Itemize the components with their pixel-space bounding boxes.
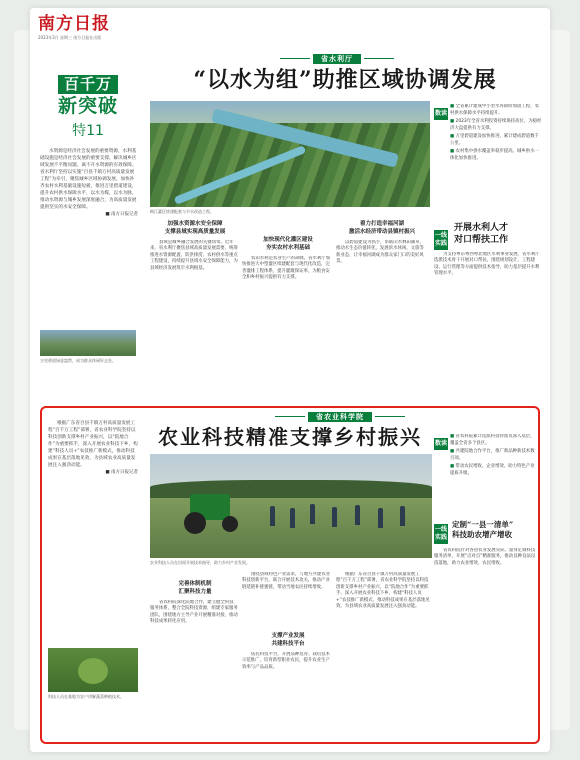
photo-irrigation	[150, 101, 430, 207]
practice-tag-agri: 一线实践	[434, 524, 448, 544]
masthead	[38, 14, 138, 64]
series-title: 百千万	[58, 75, 118, 94]
water-feature-title: 开展水利人才 对口帮扶工作	[454, 223, 509, 245]
series-number: 特11	[72, 123, 104, 139]
agri-body-4: 根据广东省百县千镇万村高质量发展工程“百千万工程”部署，省农业科学院坚持以科技创新支撑乡村产业振兴，以“院地合作”为重要抓手，深入开展农业科技下乡，构建“科技人员+”农技推广新模式，推动科技成果在基层落地见效，为县域农业高质量发展注入强劲动能。	[336, 572, 430, 610]
water-bullet-2: ■ 2023年全省水利投资持续保持高位，为稳经济大盘提供有力支撑。	[450, 119, 542, 132]
water-body-3: 以碧道建设为抓手，串联山水林田湖草，推动水生态价值转化，发展滨水休闲、文旅等新业态，让幸福河湖成为群众家门口的美好风景。	[336, 240, 425, 265]
series-subtitle: 新突破	[57, 95, 118, 117]
water-bullet-1: ■ 全省累计建成中小型水库除险加固工程，农村供水保障水平持续提升。	[450, 104, 542, 117]
water-subhead-1: 加强水资源水安全保障 支撑县域实现高质量发展	[164, 221, 226, 235]
photo-irrigation-caption: 梅江灌区续建配套与节水改造工程。	[150, 209, 214, 214]
left-photo	[40, 330, 136, 356]
section-label-water: 省水利厅	[313, 54, 361, 64]
headline-water: “以水为组”助推区域协调发展	[193, 67, 497, 93]
agri-body-2: 围绕县域特色产业需求，与地方共建农业科技创新平台，联合开展技术攻关，推动产业链延链补链强链，带动当地农民持续增收。	[242, 572, 331, 590]
left-photo-caption: 万里碧道绿意盎然，成为群众休闲好去处。	[40, 358, 116, 363]
water-subhead-2: 加快现代化灌区建设 夯实农村水利基础	[263, 237, 313, 251]
agri-feature-title: 定制“一县一清单” 科技助农增产增收	[452, 520, 514, 539]
headline-agri: 农业科技精准支撑乡村振兴	[158, 425, 422, 449]
agri-byline: ■ 南方日报记者	[105, 470, 138, 475]
water-bullet-4: ■ 农村集中供水覆盖率稳步提高，城乡供水一体化加快推进。	[450, 149, 542, 162]
agri-intro-text: 根据广东省百县千镇万村高质量发展工程“百千万工程”部署，省农业科学院坚持以科技创新支撑乡村产业振兴，以“院地合作”为重要抓手，深入开展农业科技下乡，构建“科技人员+”农技推广新模式，推动科技成果在基层落地见效，为县域农业高质量发展注入强劲动能。	[48, 421, 138, 468]
section-label-agri: 省农业科学院	[308, 412, 372, 422]
series-badge	[38, 74, 138, 140]
practice-tag-water: 一线实践	[434, 230, 448, 250]
agri-body-1: 省农科院深化院地合作，建立健全科技服务体系，整合全院科技资源，组建专家服务团队，围绕地方主导产业开展精准对接，推动科技成果转化应用。	[150, 600, 238, 625]
water-body-1: 县域是城乡融合发展的关键纽带。近年来，省水利厅聚焦县域高质量发展需要，统筹推进水资源配置、防洪排涝、农村供水等重点工程建设，持续提升县域水安全保障能力，为县域经济发展筑牢水利根基。	[150, 240, 238, 271]
data-tag-agri: 数读	[434, 438, 448, 450]
agri-subhead-2: 支撑产业发展 共建科技平台	[271, 633, 305, 647]
intro-column	[40, 148, 138, 326]
agri-intro-column	[48, 420, 138, 616]
water-bullets	[450, 104, 542, 208]
agri-bullet-2: ■ 共建院地合作平台，推广新品种新技术数百项。	[450, 449, 538, 462]
intro-text: 水资源是经济社会发展的重要资源，水利基础设施是经济社会发展的重要支撑。解决城乡区域发展不平衡问题，离不开水资源的有效保障。省水利厅坚持以实施“百县千镇万村高质量发展工程”为牵引，聚焦城乡区域协调发展，加快补齐农村水利基础设施短板，推进万里碧道建设，提升农村供水保障水平，以水为媒，以水为脉，推动水资源与城乡发展深度融合，为高质量发展提供坚实的水安全保障。	[40, 149, 137, 210]
water-feature-body: 为支持粤东粤西粤北地区水利事业发展，省水利厅选派技术骨干开展对口帮扶，围绕规划设计、工程建设、运行管理等方面提供技术指导，助力基层提升水利管理水平。	[434, 252, 540, 277]
intro-byline: ■ 南方日报记者	[105, 212, 138, 217]
water-bullet-3: ■ 万里碧道建设加快推进，累计建成碧道数千公里。	[450, 134, 542, 147]
agri-subhead-1: 完善体制机制 汇聚科技力量	[178, 581, 212, 595]
water-subhead-3: 着力打造幸福河湖 激活水经济带动县镇村振兴	[348, 221, 415, 235]
data-tag-water: 数读	[434, 108, 448, 120]
newspaper-logo: 南方日报	[38, 14, 110, 34]
agri-body-3: 依托科技平台，开展品种选育、栽培技术示范推广，培育新型职业农民，提升农业生产效率与产品品质。	[242, 652, 331, 670]
agri-left-photo-caption: 科技人员在基地为农户讲解蔬菜种植技术。	[48, 694, 124, 699]
photo-tractor-field	[150, 454, 432, 558]
agri-left-photo	[48, 648, 138, 692]
agri-bullet-3: ■ 带动农民增收、企业增效，助力特色产业提质升级。	[450, 464, 538, 477]
masthead-meta: 2023年3月 星期三 南方日报社出版	[38, 35, 102, 40]
water-body-2: 农田水利是农业生产的命脉。省水利厅加快推进大中型灌区续建配套与现代化改造，完善灌排工程体系，提升灌溉保证率，为粮食安全和乡村振兴提供有力支撑。	[242, 256, 331, 281]
newspaper-page	[30, 8, 550, 752]
photo-tractor-caption: 农业科技人员在田间开展技术指导，助力乡村产业发展。	[150, 560, 250, 565]
agri-feature-body: 省农科院针对各县农业发展实际，量身定制科技服务清单，开展“点对点”精准服务，推动良种良法良技落地，助力农业增效、农民增收。	[434, 548, 536, 566]
agri-bullet-1: ■ 省农科院累计选派科技特派员深入基层，覆盖全省多个县区。	[450, 434, 538, 447]
agri-bullets	[450, 434, 538, 514]
